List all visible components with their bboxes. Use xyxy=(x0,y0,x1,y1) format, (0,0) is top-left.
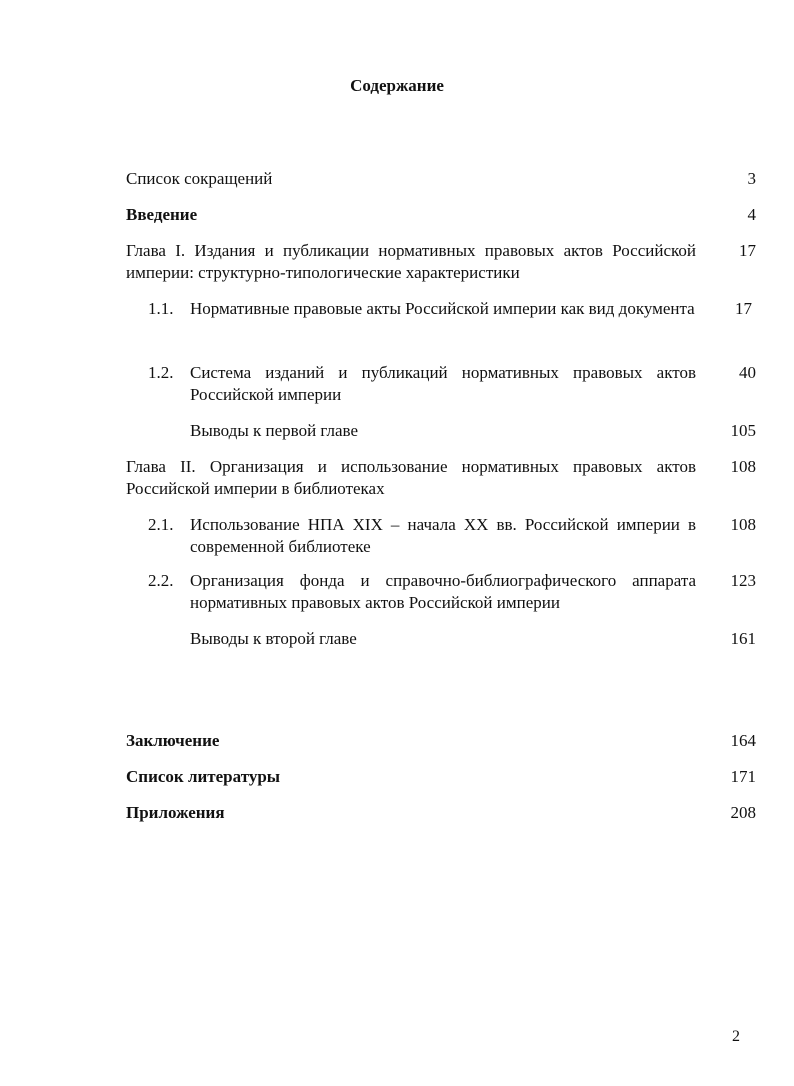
toc-entry-text: Приложения xyxy=(126,803,225,822)
toc-page-number: 17 xyxy=(735,299,752,318)
toc-entry-conclusion xyxy=(126,730,756,752)
toc-entry-section-2-2 xyxy=(148,570,756,614)
toc-section-number: 1.2. xyxy=(148,363,174,382)
toc-entry-section-1-1 xyxy=(148,298,756,342)
toc-entry-text: Выводы к первой главе xyxy=(190,421,359,440)
toc-page-number: 108 xyxy=(730,515,756,534)
toc-entry-references xyxy=(126,766,756,788)
toc-page-number: 3 xyxy=(747,169,756,188)
toc-entry-text: Выводы к второй главе xyxy=(190,629,357,648)
toc-entry-chapter-2 xyxy=(126,456,756,500)
toc-entry-text: Нормативные правовые акты Российской империи как вид документа xyxy=(190,299,695,318)
toc-page-number: 161 xyxy=(730,629,756,648)
toc-entry-text: Список сокращений xyxy=(126,169,273,188)
toc-entry-text: Глава I. Издания и публикации нормативных правовых актов Российской империи: структурно-типологические характеристики xyxy=(126,241,696,282)
toc-entry-text: Введение xyxy=(126,205,198,224)
toc-page-number: 164 xyxy=(730,731,756,750)
toc-section-number: 2.1. xyxy=(148,515,174,534)
toc-page-number: 40 xyxy=(739,363,756,382)
toc-page-number: 208 xyxy=(730,803,756,822)
toc-entry-text: Система изданий и публикаций нормативных правовых актов Российской империи xyxy=(190,363,696,404)
toc-entry-text: Использование НПА XIX – начала XX вв. Российской империи в современной библиотеке xyxy=(190,515,696,556)
toc-entry-appendices xyxy=(126,802,756,824)
page-title: Содержание xyxy=(350,76,444,95)
toc-entry-chapter-1 xyxy=(126,240,756,284)
toc-page-number: 108 xyxy=(730,457,756,476)
toc-entry-text: Заключение xyxy=(126,731,220,750)
toc-page-number: 105 xyxy=(730,421,756,440)
toc-entry-section-1-2 xyxy=(148,362,756,406)
toc-page-number: 17 xyxy=(739,241,756,260)
toc-page-number: 123 xyxy=(730,571,756,590)
toc-page-number: 171 xyxy=(730,767,756,786)
toc-entry-text: Организация фонда и справочно-библиографического аппарата нормативных правовых актов Российской империи xyxy=(190,571,696,612)
toc-entry-section-2-1 xyxy=(148,514,756,558)
page-number: 2 xyxy=(732,1028,740,1045)
toc-section-number: 1.1. xyxy=(148,299,174,318)
toc-entry-abbreviations xyxy=(126,168,756,190)
toc-page-number: 4 xyxy=(747,205,756,224)
toc-section-number: 2.2. xyxy=(148,571,174,590)
toc-entry-introduction xyxy=(126,204,756,226)
toc-entry-text: Список литературы xyxy=(126,767,281,786)
toc-entry-text: Глава II. Организация и использование нормативных правовых актов Российской империи в библиотеках xyxy=(126,457,696,498)
toc-entry-conclusions-1 xyxy=(190,420,756,442)
toc-entry-conclusions-2 xyxy=(190,628,756,650)
